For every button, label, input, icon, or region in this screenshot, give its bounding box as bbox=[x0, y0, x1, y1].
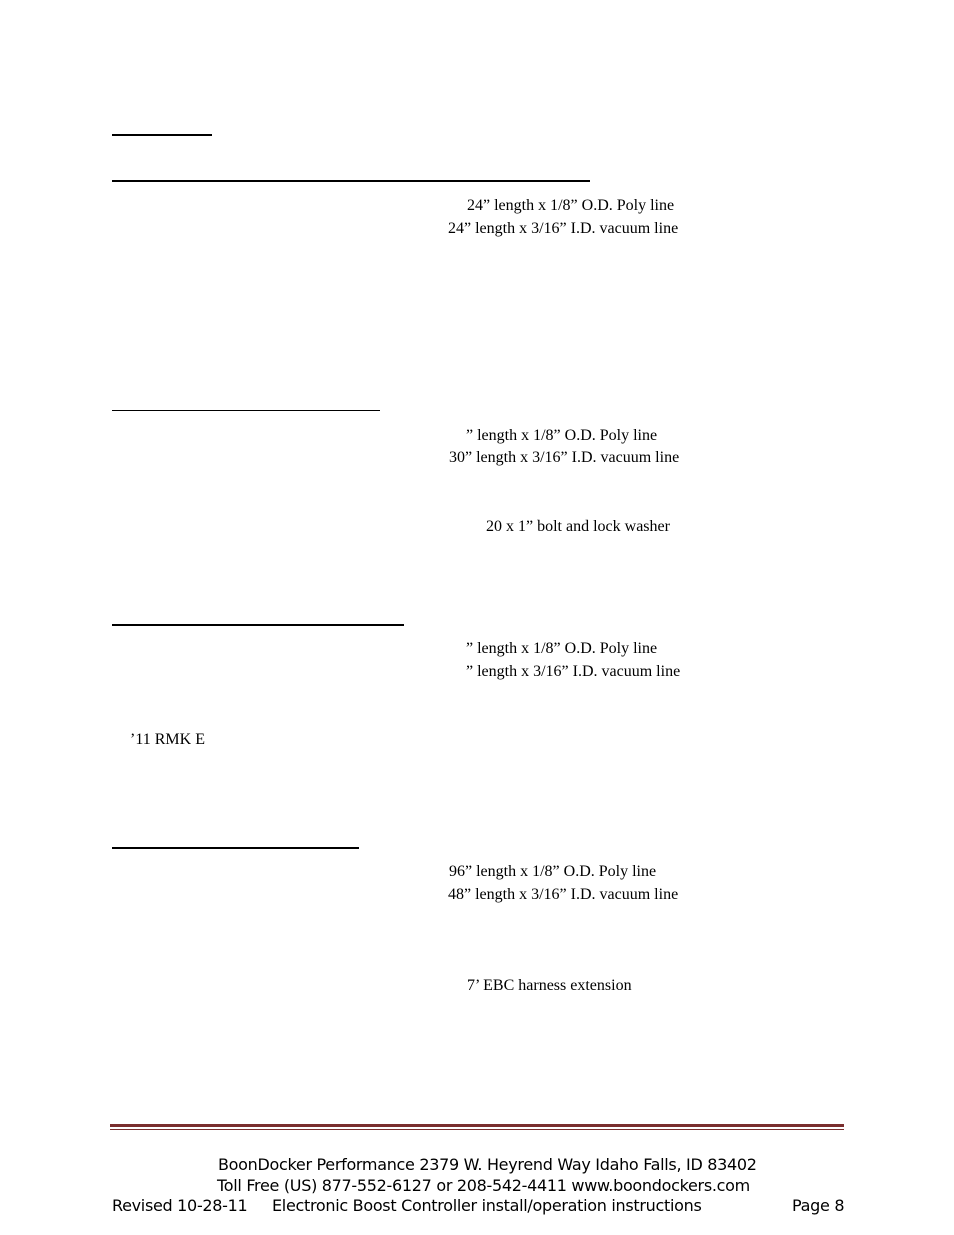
footer-divider-thin bbox=[110, 1129, 844, 1130]
footer-page-number: Page 8 bbox=[792, 1196, 845, 1215]
footer-revised: Revised 10-28-11 bbox=[112, 1196, 248, 1215]
parts-line: 7’ EBC harness extension bbox=[467, 977, 632, 994]
footer-address: BoonDocker Performance 2379 W. Heyrend Way Idaho Falls, ID 83402 bbox=[218, 1155, 757, 1174]
parts-line: ” length x 1/8” O.D. Poly line bbox=[466, 640, 658, 657]
parts-line: 24” length x 1/8” O.D. Poly line bbox=[467, 197, 675, 214]
heading-underline-3 bbox=[112, 410, 380, 411]
heading-underline-1 bbox=[112, 134, 212, 136]
parts-line: 24” length x 3/16” I.D. vacuum line bbox=[448, 220, 679, 237]
footer-doc-title: Electronic Boost Controller install/operation instructions bbox=[272, 1196, 702, 1215]
parts-line: ” length x 1/8” O.D. Poly line bbox=[466, 427, 658, 444]
heading-underline-2 bbox=[112, 180, 590, 182]
parts-line: ” length x 3/16” I.D. vacuum line bbox=[466, 663, 681, 680]
heading-underline-4 bbox=[112, 624, 404, 626]
parts-line: 48” length x 3/16” I.D. vacuum line bbox=[448, 886, 679, 903]
parts-line: 20 x 1” bolt and lock washer bbox=[486, 518, 670, 535]
heading-underline-5 bbox=[112, 847, 359, 849]
parts-line: 96” length x 1/8” O.D. Poly line bbox=[449, 863, 657, 880]
model-note: ’11 RMK E bbox=[130, 731, 205, 748]
footer-phone: Toll Free (US) 877-552-6127 or 208-542-4411 www.boondockers.com bbox=[217, 1176, 750, 1195]
parts-line: 30” length x 3/16” I.D. vacuum line bbox=[449, 449, 680, 466]
footer-divider bbox=[110, 1124, 844, 1127]
